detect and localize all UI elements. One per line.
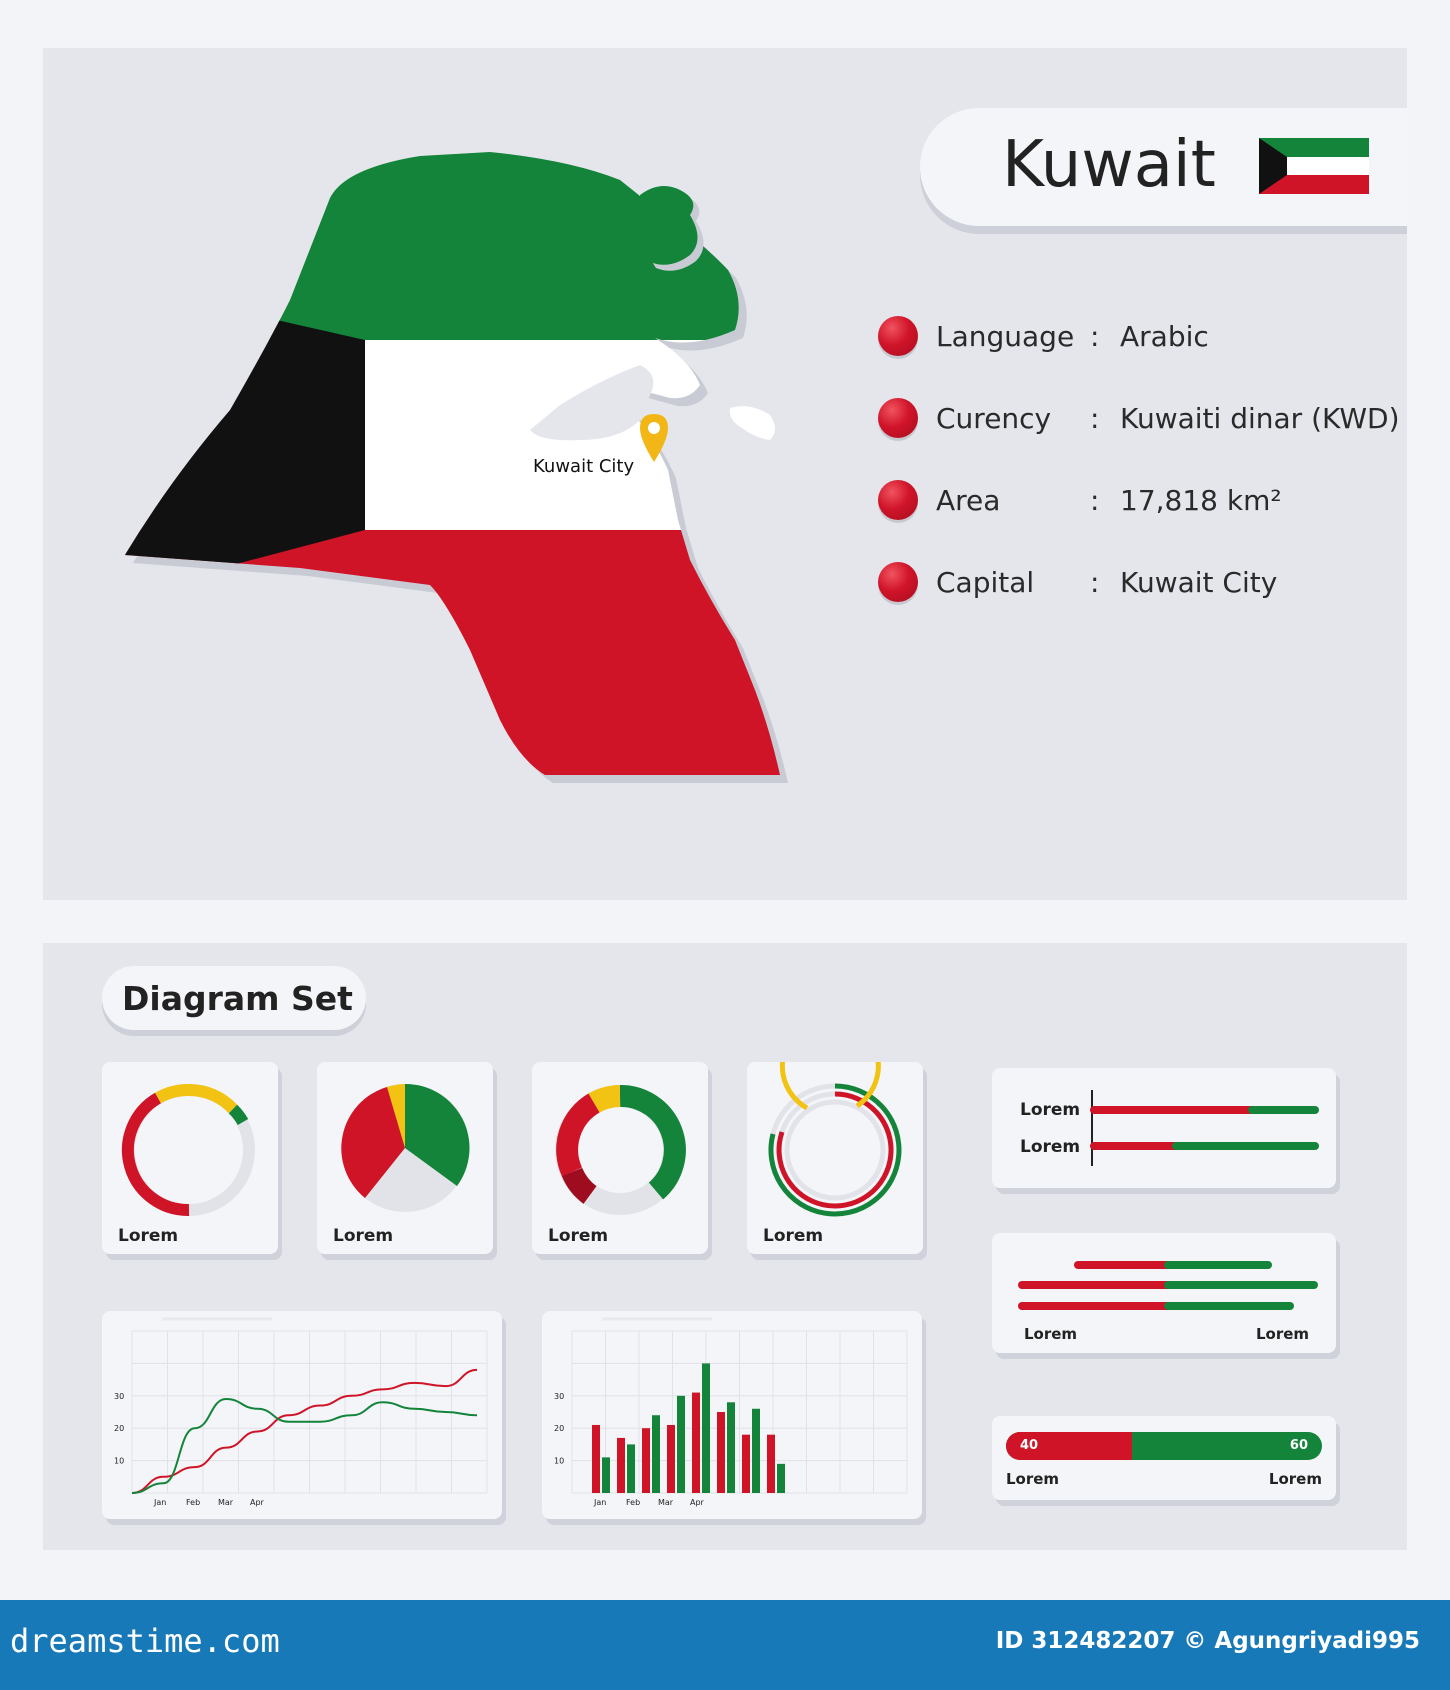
info-value: Kuwaiti dinar (KWD) <box>1120 402 1400 435</box>
x-tick-label: Feb <box>186 1498 201 1507</box>
y-tick-label: 10 <box>114 1456 125 1466</box>
bar-red <box>617 1438 625 1493</box>
info-separator: : <box>1090 484 1100 517</box>
bar-red <box>767 1435 775 1493</box>
bar-chart-card <box>542 1311 922 1519</box>
bar-green <box>602 1457 610 1493</box>
ring-chart <box>747 1062 923 1222</box>
donut-card-2 <box>317 1062 493 1254</box>
info-separator: : <box>1090 402 1100 435</box>
progress-left-value: 40 <box>1020 1438 1039 1453</box>
donut-card-3 <box>532 1062 708 1254</box>
hbar-card-2 <box>992 1233 1336 1353</box>
ring-label: Lorem <box>763 1226 824 1246</box>
bar-red <box>692 1393 700 1493</box>
bar-red <box>742 1435 750 1493</box>
map-city-label: Kuwait City <box>533 456 635 477</box>
bullet-icon <box>878 398 918 438</box>
footer-image-id: ID 312482207 © Agungriyadi995 <box>995 1628 1420 1654</box>
bar-green <box>777 1464 785 1493</box>
info-label: Area <box>936 484 1001 517</box>
x-tick-label: Mar <box>658 1498 674 1507</box>
bar-green <box>752 1409 760 1493</box>
y-tick-label: 30 <box>554 1391 565 1401</box>
hbar-label: Lorem <box>1256 1325 1310 1343</box>
x-tick-label: Jan <box>594 1498 607 1507</box>
bar-green <box>652 1415 660 1493</box>
diagram-set-header <box>102 966 366 1030</box>
pie-chart <box>317 1062 493 1222</box>
hbar-label: Lorem <box>1020 1137 1081 1157</box>
bar-red <box>592 1425 600 1493</box>
info-value: Kuwait City <box>1120 566 1278 599</box>
y-tick-label: 20 <box>554 1424 565 1434</box>
bar-green <box>677 1396 685 1493</box>
y-tick-label: 10 <box>554 1456 565 1466</box>
donut-label: Lorem <box>548 1226 609 1246</box>
progress-track <box>1006 1432 1322 1460</box>
bar-chart <box>542 1311 922 1519</box>
progress-right-value: 60 <box>1289 1438 1308 1453</box>
donut-label: Lorem <box>118 1226 179 1246</box>
info-row-area <box>878 476 1398 524</box>
y-tick-label: 30 <box>114 1391 125 1401</box>
country-title-card <box>920 108 1407 226</box>
hbar-card-1 <box>992 1068 1336 1188</box>
info-label: Curency <box>936 402 1052 435</box>
x-tick-label: Apr <box>690 1498 704 1507</box>
donut-chart-1 <box>102 1062 278 1222</box>
diagram-set-title: Diagram Set <box>122 979 353 1018</box>
hbar-label: Lorem <box>1020 1100 1081 1120</box>
bar-green <box>627 1444 635 1493</box>
country-title: Kuwait <box>1002 128 1216 202</box>
progress-right-label: Lorem <box>1268 1470 1322 1488</box>
bullet-icon <box>878 316 918 356</box>
bar-green <box>727 1402 735 1493</box>
x-tick-label: Jan <box>154 1498 167 1507</box>
bar-green <box>702 1363 710 1493</box>
line-series <box>132 1370 477 1493</box>
donut-card-4 <box>747 1062 923 1254</box>
progress-card <box>992 1416 1336 1500</box>
info-row-currency <box>878 394 1398 442</box>
line-chart-card <box>102 1311 502 1519</box>
kuwait-flag-icon <box>1259 138 1369 194</box>
x-tick-label: Apr <box>250 1498 264 1507</box>
bullet-icon <box>878 562 918 602</box>
info-label: Capital <box>936 566 1035 599</box>
bar-red <box>642 1428 650 1493</box>
info-label: Language <box>936 320 1075 353</box>
info-row-language <box>878 312 1398 360</box>
info-value: Arabic <box>1120 320 1209 353</box>
footer-brand: dreamstime.com <box>10 1622 280 1660</box>
info-row-capital <box>878 558 1398 606</box>
info-value: 17,818 km² <box>1120 484 1282 517</box>
bar-red <box>667 1425 675 1493</box>
hbar-chart-1 <box>992 1068 1336 1188</box>
y-tick-label: 20 <box>114 1424 125 1434</box>
donut-chart-3 <box>532 1062 708 1222</box>
x-tick-label: Mar <box>218 1498 234 1507</box>
bar-red <box>717 1412 725 1493</box>
info-separator: : <box>1090 320 1100 353</box>
bullet-icon <box>878 480 918 520</box>
line-series <box>132 1399 477 1493</box>
donut-card-1 <box>102 1062 278 1254</box>
pie-label: Lorem <box>333 1226 394 1246</box>
info-separator: : <box>1090 566 1100 599</box>
x-tick-label: Feb <box>626 1498 641 1507</box>
line-chart <box>102 1311 502 1519</box>
footer-bar <box>0 1600 1450 1690</box>
progress-left-label: Lorem <box>1006 1470 1060 1488</box>
hbar-label: Lorem <box>1024 1325 1078 1343</box>
